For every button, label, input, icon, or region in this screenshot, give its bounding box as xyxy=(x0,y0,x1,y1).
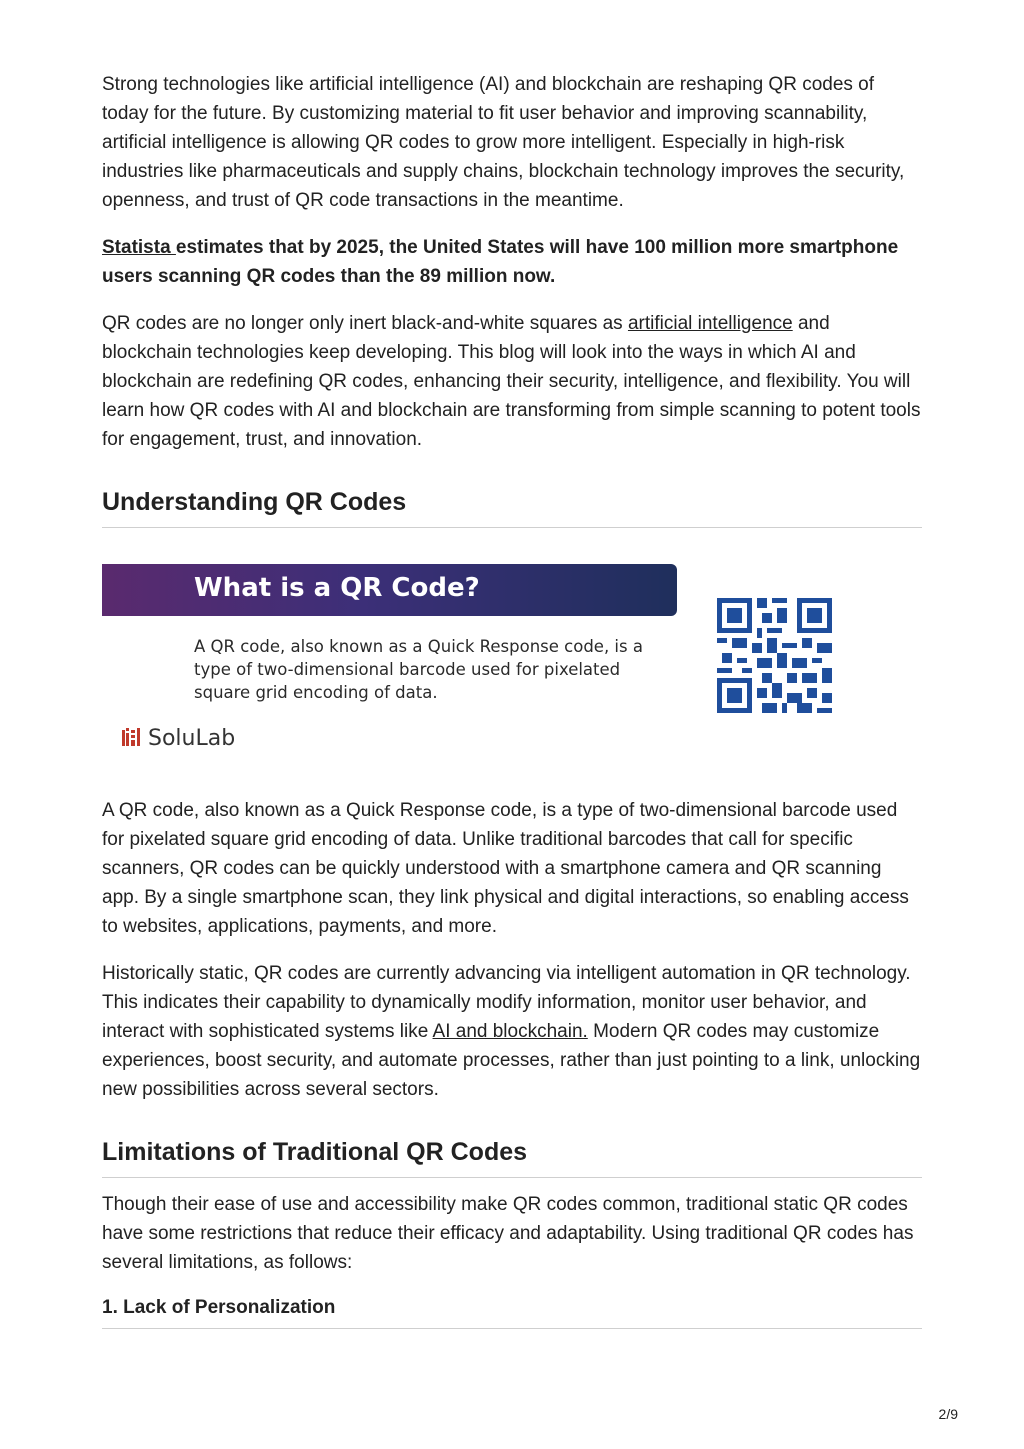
heading-understanding-qr-codes: Understanding QR Codes xyxy=(102,486,922,528)
article-body xyxy=(102,70,922,1329)
qr-code-infographic xyxy=(102,564,922,774)
qr-history-paragraph xyxy=(102,959,922,1104)
limitations-paragraph: Though their ease of use and accessibility make QR codes common, traditional static QR codes have some restrictions that reduce their efficacy and adaptability. Using traditional QR codes has several limitations, as follows: xyxy=(102,1194,914,1273)
qr-history-text-2: Modern QR codes may customize experiences, boost security, and automate processes, rather than just pointing to a link, unlocking new possibilities across several sectors. xyxy=(102,1021,921,1100)
statista-link[interactable]: Statista xyxy=(102,237,176,258)
infographic-title: What is a QR Code? xyxy=(194,573,480,603)
ai-and-blockchain-link[interactable]: AI and blockchain. xyxy=(432,1021,588,1042)
page-number: 2/9 xyxy=(938,1406,958,1422)
artificial-intelligence-link[interactable]: artificial intelligence xyxy=(627,313,793,334)
blog-intro-text-2: and blockchain technologies keep developing. This blog will look into the ways in which AI and blockchain are redefining QR codes, enhancing their security, intelligence, and flexibility. You will learn how QR codes with AI and blockchain are transforming from simple scanning to potent tools for engagement, trust, and innovation. xyxy=(102,313,921,450)
blog-intro-text-1: QR codes are no longer only inert black-and-white squares as xyxy=(102,313,628,334)
heading-lack-of-personalization: 1. Lack of Personalization xyxy=(102,1295,922,1329)
heading-limitations: Limitations of Traditional QR Codes xyxy=(102,1136,922,1178)
infographic-banner xyxy=(102,564,677,616)
solulab-logo xyxy=(122,724,235,752)
statista-paragraph xyxy=(102,233,922,291)
qr-code-icon xyxy=(717,598,832,713)
qr-history-text-1: Historically static, QR codes are currently advancing via intelligent automation in QR technology. This indicates their capability to dynamically modify information, monitor user behavior, and interact with sophisticated systems like xyxy=(102,963,911,1042)
statista-text: estimates that by 2025, the United States will have 100 million more smartphone users scanning QR codes than the 89 million now. xyxy=(102,237,899,287)
solulab-brand-name: SoluLab xyxy=(148,725,236,751)
solulab-mark-icon xyxy=(122,728,142,748)
infographic-text: A QR code, also known as a Quick Response code, is a type of two-dimensional barcode used for pixelated square grid encoding of data. xyxy=(194,637,643,702)
qr-definition-paragraph: A QR code, also known as a Quick Response code, is a type of two-dimensional barcode used for pixelated square grid encoding of data. Unlike traditional barcodes that call for specific scanners, QR codes can be quickly understood with a smartphone camera and QR scanning app. By a single smartphone scan, they link physical and digital interactions, so enabling access to websites, applications, payments, and more. xyxy=(102,800,909,937)
intro-paragraph: Strong technologies like artificial intelligence (AI) and blockchain are reshaping QR codes of today for the future. By customizing material to fit user behavior and improving scannability, artificial intelligence is allowing QR codes to grow more intelligent. Especially in high-risk industries like pharmaceuticals and supply chains, blockchain technology improves the security, openness, and trust of QR code transactions in the meantime. xyxy=(102,74,905,211)
blog-intro-paragraph xyxy=(102,309,922,454)
